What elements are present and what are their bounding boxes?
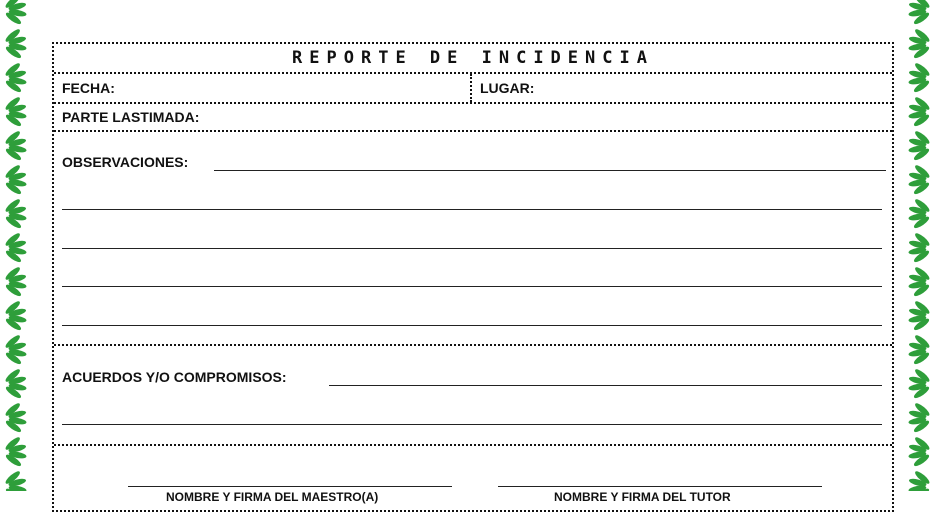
leaf-icon xyxy=(4,95,27,128)
leaf-icon xyxy=(4,61,27,94)
leaf-icon xyxy=(4,401,27,434)
leaf-icon xyxy=(4,299,27,332)
leaf-icon xyxy=(4,27,27,60)
leaf-icon xyxy=(4,129,27,162)
tutor-signature-line[interactable] xyxy=(498,486,822,487)
incident-report-form xyxy=(52,42,894,512)
leaf-icon xyxy=(4,333,27,366)
injured-part-row xyxy=(54,104,892,132)
decorative-leaf-border-right xyxy=(899,0,935,491)
injured-part-field[interactable] xyxy=(54,104,892,130)
tutor-signature-label: NOMBRE Y FIRMA DEL TUTOR xyxy=(554,490,731,504)
leaf-icon xyxy=(908,27,931,60)
leaf-icon xyxy=(4,367,27,400)
leaf-icon xyxy=(908,95,931,128)
leaf-icon xyxy=(908,265,931,298)
agreements-section[interactable] xyxy=(54,346,892,446)
observations-label: OBSERVACIONES: xyxy=(62,154,189,170)
leaf-icon xyxy=(4,435,27,468)
leaf-icon xyxy=(908,197,931,230)
date-label: FECHA: xyxy=(62,80,115,96)
observations-line-3 xyxy=(62,248,882,249)
decorative-leaf-border-left xyxy=(0,0,36,491)
agreements-line-2 xyxy=(62,424,882,425)
place-field[interactable] xyxy=(472,74,894,102)
leaf-icon xyxy=(908,469,931,491)
leaf-icon xyxy=(4,469,27,491)
leaf-icon xyxy=(908,435,931,468)
leaf-icon xyxy=(908,61,931,94)
date-place-row xyxy=(54,74,892,104)
date-field[interactable] xyxy=(54,74,472,102)
leaf-icon xyxy=(4,197,27,230)
leaf-icon xyxy=(908,333,931,366)
observations-line-2 xyxy=(62,209,882,210)
title-row xyxy=(54,44,892,74)
observations-section[interactable] xyxy=(54,132,892,346)
leaf-icon xyxy=(908,163,931,196)
signatures-section xyxy=(54,446,892,514)
leaf-icon xyxy=(908,129,931,162)
agreements-line-1 xyxy=(329,385,882,386)
observations-line-5 xyxy=(62,325,882,326)
teacher-signature-label: NOMBRE Y FIRMA DEL MAESTRO(A) xyxy=(166,490,379,504)
leaf-icon xyxy=(4,0,27,26)
leaf-icon xyxy=(4,231,27,264)
leaf-icon xyxy=(908,401,931,434)
leaf-icon xyxy=(908,367,931,400)
agreements-label: ACUERDOS Y/O COMPROMISOS: xyxy=(62,369,287,385)
leaf-icon xyxy=(908,299,931,332)
place-label: LUGAR: xyxy=(480,80,535,96)
injured-part-label: PARTE LASTIMADA: xyxy=(62,109,200,125)
teacher-signature-line[interactable] xyxy=(128,486,452,487)
leaf-icon xyxy=(908,0,931,26)
observations-line-1 xyxy=(214,170,886,171)
leaf-icon xyxy=(908,231,931,264)
observations-line-4 xyxy=(62,286,882,287)
leaf-icon xyxy=(4,163,27,196)
form-title: REPORTE DE INCIDENCIA xyxy=(292,48,654,68)
leaf-icon xyxy=(4,265,27,298)
